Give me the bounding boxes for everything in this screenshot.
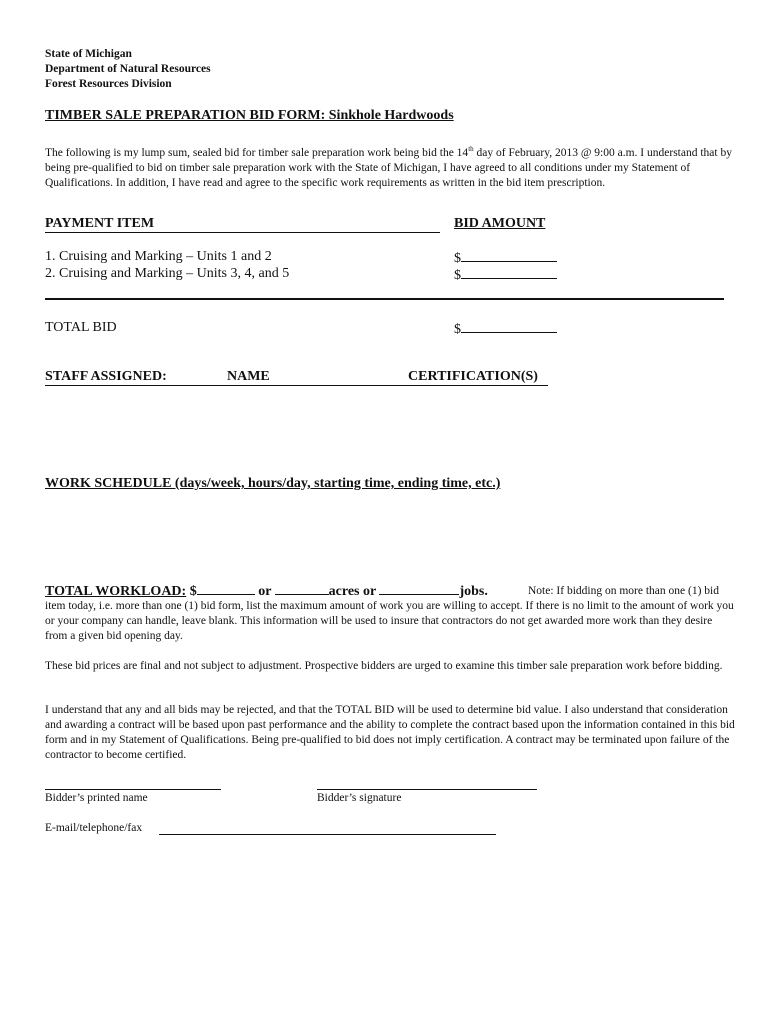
total-workload-line: TOTAL WORKLOAD: $ or acres or jobs. xyxy=(45,584,488,599)
understanding-paragraph: I understand that any and all bids may be rejected, and that the TOTAL BID will be used to determine bid value. I also understand that consideration and awarding a contract will be based upon past performance and the ability to complete the contract based upon the information contained in this bid form and in my Statement of Qualifications. Being pre-qualified to bid does not imply certification. A contract may be terminated upon failure of the contractor to become certified. xyxy=(45,704,735,761)
staff-certification-header: CERTIFICATION(S) xyxy=(408,369,538,384)
final-prices-paragraph: These bid prices are final and not subject to adjustment. Prospective bidders are urged to examine this timber sale preparation work before bidding. xyxy=(45,660,723,672)
work-schedule-heading: WORK SCHEDULE (days/week, hours/day, starting time, ending time, etc.) xyxy=(45,476,501,491)
signature-line[interactable] xyxy=(317,789,537,790)
agency-department: Department of Natural Resources xyxy=(45,63,211,75)
total-bid-label: TOTAL BID xyxy=(45,320,117,335)
section-divider xyxy=(45,298,724,300)
workload-note: Note: If bidding on more than one (1) bid item today, i.e. more than one (1) bid form, list the maximum amount of work you are willing to accept. If there is no limit to the amount of work you or your company can handle, leave blank. This information will be used to insure that contractors do not get awarded more work than they desire from a given bid opening day. xyxy=(45,585,734,642)
staff-assigned-row xyxy=(45,369,548,386)
bid-amount-2[interactable]: $ xyxy=(454,266,557,284)
form-title: TIMBER SALE PREPARATION BID FORM: Sinkhole Hardwoods xyxy=(45,108,454,123)
staff-assigned-label: STAFF ASSIGNED: xyxy=(45,369,167,384)
agency-division: Forest Resources Division xyxy=(45,78,172,90)
signature-label: Bidder’s signature xyxy=(317,792,402,804)
contact-label: E-mail/telephone/fax xyxy=(45,822,143,834)
contact-line[interactable] xyxy=(159,834,496,835)
total-bid-amount[interactable]: $ xyxy=(454,320,557,338)
bid-amount-1[interactable]: $ xyxy=(454,249,557,267)
staff-name-header: NAME xyxy=(227,369,270,384)
agency-state: State of Michigan xyxy=(45,48,132,60)
bid-amount-header: BID AMOUNT xyxy=(454,216,546,231)
payment-item-1: 1. Cruising and Marking – Units 1 and 2 xyxy=(45,249,272,264)
printed-name-label: Bidder’s printed name xyxy=(45,792,148,804)
intro-paragraph: The following is my lump sum, sealed bid for timber sale preparation work being bid the 14th day of February, 2013 @ 9:00 a.m. I understand that by being pre-qualified to bid on timber sale preparation work with the State of Michigan, I have agreed to all conditions under my Statement of Qualifications. In addition, I have read and agree to the specific work requirements as written in the bid item prescription. xyxy=(45,145,732,189)
payment-item-2: 2. Cruising and Marking – Units 3, 4, and 5 xyxy=(45,266,290,281)
payment-item-header: PAYMENT ITEM xyxy=(45,216,440,233)
total-workload-label: TOTAL WORKLOAD: xyxy=(45,584,187,599)
printed-name-line[interactable] xyxy=(45,789,221,790)
